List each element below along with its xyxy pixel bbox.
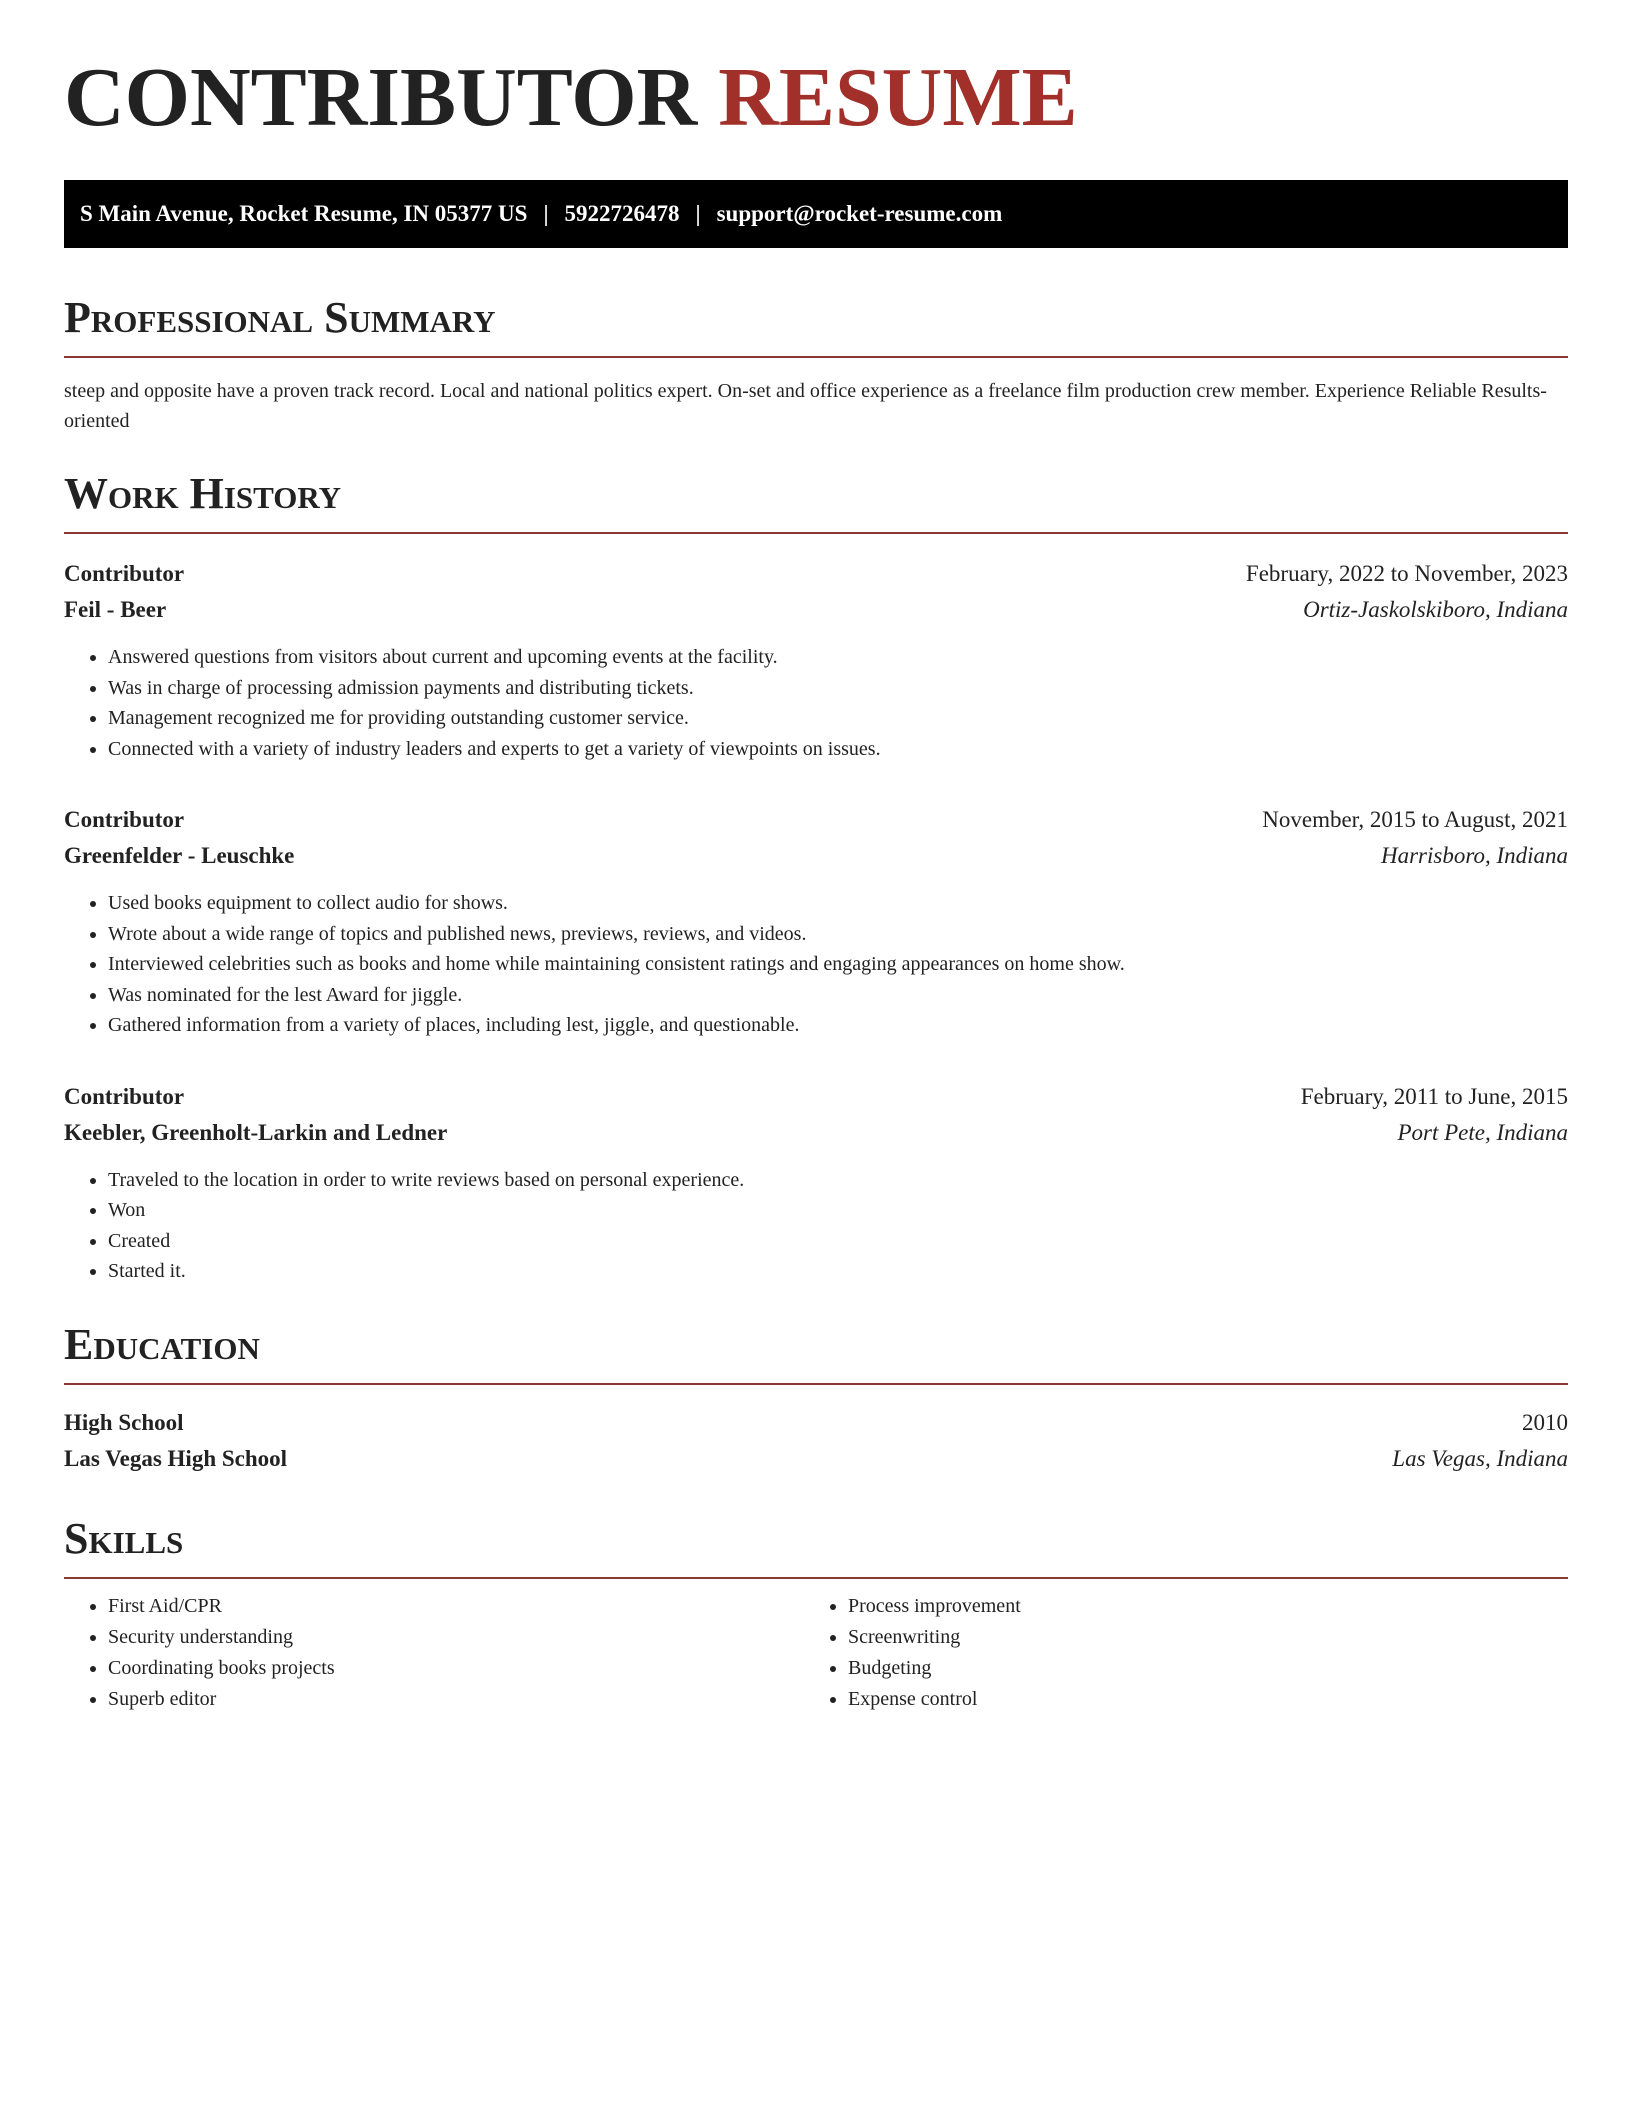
name-first: CONTRIBUTOR [64, 51, 698, 144]
job-entry [64, 802, 1568, 1041]
skill-item: • Budgeting [848, 1653, 1544, 1684]
skills-list-left [64, 1591, 804, 1715]
job-entry [64, 1079, 1568, 1287]
contact-phone: 5922726478 [564, 201, 680, 226]
skills-columns [64, 1591, 1568, 1715]
job-bullet: • Wrote about a wide range of topics and published news, previews, reviews, and videos. [108, 919, 1568, 950]
job-company-row [64, 1115, 1568, 1151]
skills-list-right [804, 1591, 1544, 1715]
education-location: Las Vegas, Indiana [1392, 1445, 1568, 1471]
job-dates: February, 2011 to June, 2015 [1300, 1083, 1568, 1109]
job-bullet: • Management recognized me for providing outstanding customer service. [108, 703, 1568, 734]
education-school-row [64, 1441, 1568, 1477]
contact-separator: | [543, 201, 549, 226]
job-bullet: • Was nominated for the lest Award for jiggle. [108, 980, 1568, 1011]
job-bullet: • Connected with a variety of industry leaders and experts to get a variety of viewpoints on issues. [108, 734, 1568, 765]
skill-item: • Expense control [848, 1684, 1544, 1715]
contact-address: S Main Avenue, Rocket Resume, IN 05377 US [80, 201, 528, 226]
work-history-heading: Work History [64, 472, 1568, 534]
contact-email: support@rocket-resume.com [716, 201, 1003, 226]
job-bullet: • Traveled to the location in order to write reviews based on personal experience. [108, 1165, 1568, 1196]
job-bullets [64, 888, 1568, 1041]
job-company: Keebler, Greenholt-Larkin and Ledner [64, 1119, 448, 1145]
job-bullet: • Interviewed celebrities such as books and home while maintaining consistent ratings and engaging appearances on home show. [108, 949, 1568, 980]
job-bullet: • Used books equipment to collect audio for shows. [108, 888, 1568, 919]
job-location: Harrisboro, Indiana [1381, 843, 1568, 868]
education-heading: Education [64, 1323, 1568, 1385]
job-bullets [64, 1165, 1568, 1287]
skill-item: • Security understanding [108, 1622, 804, 1653]
job-location: Ortiz-Jaskolskiboro, Indiana [1303, 597, 1568, 622]
education-year: 2010 [1522, 1409, 1568, 1435]
job-header-row [64, 556, 1568, 592]
job-bullets [64, 642, 1568, 764]
skill-item: • Superb editor [108, 1684, 804, 1715]
skill-item: • Process improvement [848, 1591, 1544, 1622]
job-bullet: • Answered questions from visitors about current and upcoming events at the facility. [108, 642, 1568, 673]
job-bullet: • Was in charge of processing admission payments and distributing tickets. [108, 673, 1568, 704]
contact-separator: | [695, 201, 701, 226]
job-header-row [64, 1079, 1568, 1115]
skill-item: • Coordinating books projects [108, 1653, 804, 1684]
job-role: Contributor [64, 1083, 185, 1109]
job-company-row [64, 838, 1568, 874]
skills-heading: Skills [64, 1517, 1568, 1579]
name-last: RESUME [718, 51, 1078, 144]
education-school: Las Vegas High School [64, 1445, 288, 1471]
skill-item: • Screenwriting [848, 1622, 1544, 1653]
summary-text: steep and opposite have a proven track record. Local and national politics expert. On-set and office experience as a freelance film production crew member. Experience Reliable Results-oriented [64, 380, 1547, 432]
job-entry [64, 556, 1568, 764]
job-company: Feil - Beer [64, 597, 167, 622]
job-role: Contributor [64, 807, 185, 832]
job-company: Greenfelder - Leuschke [64, 843, 295, 868]
job-company-row [64, 592, 1568, 628]
job-dates: November, 2015 to August, 2021 [1262, 807, 1568, 832]
job-dates: February, 2022 to November, 2023 [1245, 561, 1568, 586]
job-bullet: • Won [108, 1195, 1568, 1226]
job-location: Port Pete, Indiana [1397, 1119, 1568, 1145]
job-bullet: • Created [108, 1226, 1568, 1257]
education-header-row [64, 1405, 1568, 1441]
education-degree: High School [64, 1409, 184, 1435]
education-entry [64, 1405, 1568, 1477]
job-bullet: • Started it. [108, 1256, 1568, 1287]
resume-name [64, 51, 1568, 144]
job-bullet: • Gathered information from a variety of places, including lest, jiggle, and questionable. [108, 1010, 1568, 1041]
job-role: Contributor [64, 561, 185, 586]
summary-heading: Professional Summary [64, 296, 1568, 358]
skill-item: • First Aid/CPR [108, 1591, 804, 1622]
contact-bar [64, 180, 1568, 248]
job-header-row [64, 802, 1568, 838]
